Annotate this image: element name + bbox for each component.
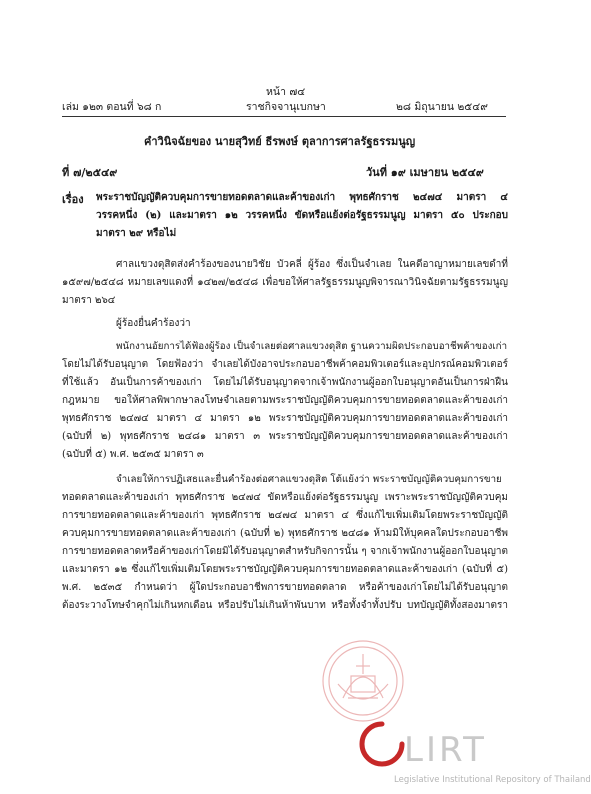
- body-line: ที่ใช้แล้ว อันเป็นการค้าของเก่า โดยไม่ได้รับอนุญาตจากเจ้าพนักงานผู้ออกใบอนุญาตอันเป็นการฝ่าฝืน: [62, 377, 508, 388]
- body-line: ต้องระวางโทษจำคุกไม่เกินหกเดือน หรือปรับไม่เกินห้าพันบาท หรือทั้งจำทั้งปรับ บทบัญญัติทั้งสองมาตรา: [62, 600, 508, 611]
- gazette-name: ราชกิจจานุเบกษา: [246, 101, 326, 113]
- body-line: โดยไม่ได้รับอนุญาต โดยฟ้องว่า จำเลยได้บังอาจประกอบอาชีพค้าคอมพิวเตอร์และอุปกรณ์คอมพิวเตอร์: [62, 359, 508, 370]
- body-line: พ.ศ. ๒๕๓๕ กำหนดว่า ผู้ใดประกอบอาชีพการขายทอดตลาด หรือค้าของเก่าโดยไม่ได้รับอนุญาต: [62, 582, 508, 593]
- body-line: ทอดตลาดและค้าของเก่า พุทธศักราช ๒๔๗๔ ขัดหรือแย้งต่อรัฐธรรมนูญ เพราะพระราชบัญญัติควบคุม: [62, 492, 508, 503]
- subject-label: เรื่อง: [62, 193, 84, 206]
- page-number: หน้า ๗๔: [266, 86, 306, 98]
- body-line: ๑๕๙๗/๒๕๔๘ หมายเลขแดงที่ ๑๔๒๗/๒๕๔๘ เพื่อขอให้ศาลรัฐธรรมนูญพิจารณาวินิจฉัยตามรัฐธรรมนูญ: [62, 277, 508, 288]
- volume-issue: เล่ม ๑๒๓ ตอนที่ ๖๘ ก: [62, 101, 162, 113]
- body-line: (ฉบับที่ ๒) พุทธศักราช ๒๔๘๑ มาตรา ๓ พระราชบัญญัติควบคุมการขายทอดตลาดและค้าของเก่า: [62, 431, 508, 442]
- body-line: พนักงานอัยการได้ฟ้องผู้ร้อง เป็นจำเลยต่อศาลแขวงดุสิต ฐานความผิดประกอบอาชีพค้าของเก่า: [116, 341, 508, 352]
- subject-line: พระราชบัญญัติควบคุมการขายทอดตลาดและค้าของเก่า พุทธศักราช ๒๔๗๔ มาตรา ๔: [96, 192, 508, 203]
- body-line: ผู้ร้องยื่นคำร้องว่า: [116, 318, 191, 329]
- publication-date: ๒๘ มิถุนายน ๒๕๔๙: [396, 101, 488, 113]
- parliament-emblem-watermark: [318, 636, 408, 726]
- body-line: กฎหมาย ขอให้ศาลพิพากษาลงโทษจำเลยตามพระราชบัญญัติควบคุมการขายทอดตลาดและค้าของเก่า: [62, 395, 508, 406]
- subject-line: มาตรา ๒๙ หรือไม่: [96, 228, 177, 239]
- body-line: ควบคุมการขายทอดตลาดและค้าของเก่า (ฉบับที่ ๒) พุทธศักราช ๒๔๘๑ ห้ามมิให้บุคคลใดประกอบอาชีพ: [62, 528, 508, 539]
- lirt-tagline: Legislative Institutional Repository of Thailand: [394, 775, 591, 785]
- body-line: พุทธศักราช ๒๔๗๔ มาตรา ๔ มาตรา ๑๒ พระราชบัญญัติควบคุมการขายทอดตลาดและค้าของเก่า: [62, 413, 508, 424]
- document-title: คำวินิจฉัยของ นายสุวิทย์ ธีรพงษ์ ตุลาการศาลรัฐธรรมนูญ: [144, 135, 416, 148]
- body-line: จำเลยให้การปฏิเสธและยื่นคำร้องต่อศาลแขวงดุสิต โต้แย้งว่า พระราชบัญญัติควบคุมการขาย: [116, 474, 502, 485]
- lirt-logo-text: LIRT: [404, 730, 487, 770]
- body-line: การขายทอดตลาดหรือค้าของเก่าโดยมิได้รับอนุญาตสำหรับกิจการนั้น ๆ จากเจ้าพนักงานผู้ออกใบอนุญาต: [62, 546, 508, 557]
- subject-line: วรรคหนึ่ง (๒) และมาตรา ๑๒ วรรคหนึ่ง ขัดหรือแย้งต่อรัฐธรรมนูญ มาตรา ๕๐ ประกอบ: [96, 210, 508, 221]
- case-date: วันที่ ๑๙ เมษายน ๒๕๔๙: [366, 166, 484, 179]
- case-number: ที่ ๗/๒๕๔๙: [62, 166, 118, 179]
- body-line: การขายทอดตลาดและค้าของเก่า พุทธศักราช ๒๔๗๔ มาตรา ๔ ซึ่งแก้ไขเพิ่มเติมโดยพระราชบัญญัติ: [62, 510, 508, 521]
- lirt-watermark: [330, 718, 591, 788]
- lirt-logo-icon: [358, 720, 406, 768]
- body-line: มาตรา ๒๖๔: [62, 295, 116, 306]
- body-line: (ฉบับที่ ๕) พ.ศ. ๒๕๓๕ มาตรา ๓: [62, 449, 204, 460]
- body-line: ศาลแขวงดุสิตส่งคำร้องของนายวิชัย บัวคลี่ ผู้ร้อง ซึ่งเป็นจำเลย ในคดีอาญาหมายเลขดำที่: [116, 259, 508, 270]
- header-rule: [62, 116, 506, 117]
- body-line: และมาตรา ๑๒ ซึ่งแก้ไขเพิ่มเติมโดยพระราชบัญญัติควบคุมการขายทอดตลาดและค้าของเก่า (ฉบับที่ ๕): [62, 564, 508, 575]
